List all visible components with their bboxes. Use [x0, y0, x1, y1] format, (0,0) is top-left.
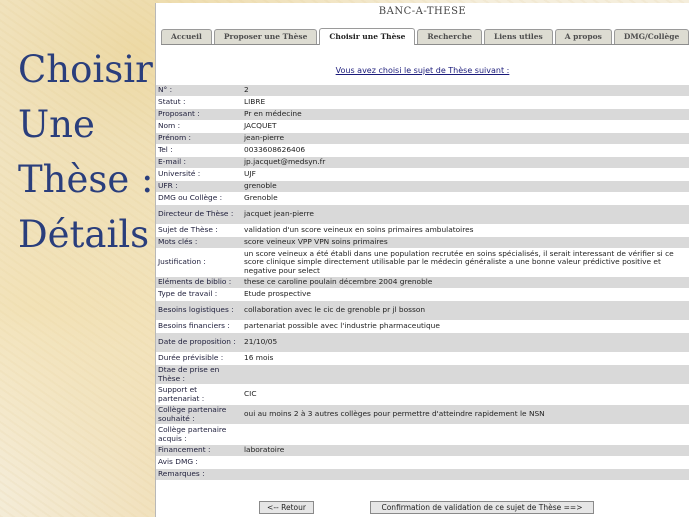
field-value: JACQUET — [242, 121, 689, 132]
field-value: UJF — [242, 169, 689, 180]
field-label: N° : — [156, 85, 242, 96]
table-row — [156, 457, 689, 468]
field-value: 0033608626406 — [242, 145, 689, 156]
app-banner: BANC-A-THESE — [378, 6, 467, 17]
back-button[interactable]: <-- Retour — [259, 501, 314, 514]
field-label: DMG ou Collège : — [156, 193, 242, 204]
field-label: Université : — [156, 169, 242, 180]
table-row — [156, 133, 689, 144]
field-value: Grenoble — [242, 193, 689, 204]
table-row — [156, 277, 689, 288]
table-row — [156, 193, 689, 204]
field-value: jacquet jean-pierre — [242, 205, 689, 224]
field-value: these ce caroline poulain décembre 2004 grenoble — [242, 277, 689, 288]
field-value: validation d'un score veineux en soins primaires ambulatoires — [242, 225, 689, 236]
tab-proposer-une-these[interactable]: Proposer une Thèse — [214, 29, 318, 44]
slide-title-line: Une — [18, 103, 95, 146]
table-row — [156, 97, 689, 108]
tab-recherche[interactable]: Recherche — [417, 29, 482, 44]
table-row — [156, 425, 689, 444]
field-value: 2 — [242, 85, 689, 96]
field-label: Support et partenariat : — [156, 385, 242, 404]
field-label: Collège partenaire acquis : — [156, 425, 242, 444]
tab-choisir-une-these[interactable]: Choisir une Thèse — [319, 28, 415, 45]
field-label: E-mail : — [156, 157, 242, 168]
field-label: Remarques : — [156, 469, 242, 480]
field-label: Sujet de Thèse : — [156, 225, 242, 236]
field-label: Directeur de Thèse : — [156, 205, 242, 224]
field-label: Proposant : — [156, 109, 242, 120]
table-row — [156, 237, 689, 248]
field-label: UFR : — [156, 181, 242, 192]
table-row — [156, 333, 689, 352]
field-label: Statut : — [156, 97, 242, 108]
thesis-details-table — [156, 84, 689, 481]
field-label: Eléments de biblio : — [156, 277, 242, 288]
table-row — [156, 157, 689, 168]
field-value — [242, 365, 689, 384]
field-value — [242, 457, 689, 468]
field-label: Dtae de prise en Thèse : — [156, 365, 242, 384]
intro-link[interactable]: Vous avez choisi le sujet de Thèse suivant : — [335, 66, 510, 75]
browser-page — [155, 3, 689, 517]
field-value: grenoble — [242, 181, 689, 192]
table-row — [156, 121, 689, 132]
table-row — [156, 289, 689, 300]
table-row — [156, 405, 689, 424]
table-row — [156, 353, 689, 364]
field-value: jean-pierre — [242, 133, 689, 144]
slide-title-line: Thèse : — [18, 158, 154, 201]
table-row — [156, 469, 689, 480]
action-buttons — [156, 501, 689, 515]
field-label: Prénom : — [156, 133, 242, 144]
field-value — [242, 469, 689, 480]
tab-accueil[interactable]: Accueil — [161, 29, 212, 44]
field-label: Tel : — [156, 145, 242, 156]
field-label: Besoins logistiques : — [156, 301, 242, 320]
table-row — [156, 301, 689, 320]
table-row — [156, 205, 689, 224]
table-row — [156, 181, 689, 192]
field-label: Financement : — [156, 445, 242, 456]
table-row — [156, 321, 689, 332]
field-label: Mots clés : — [156, 237, 242, 248]
table-row — [156, 445, 689, 456]
table-row — [156, 169, 689, 180]
field-label: Avis DMG : — [156, 457, 242, 468]
field-value: 21/10/05 — [242, 333, 689, 352]
table-row — [156, 145, 689, 156]
field-label: Date de proposition : — [156, 333, 242, 352]
table-row — [156, 365, 689, 384]
table-row — [156, 249, 689, 276]
slide-title-line: Choisir — [18, 48, 153, 91]
field-label: Besoins financiers : — [156, 321, 242, 332]
field-value: laboratoire — [242, 445, 689, 456]
slide-title — [18, 42, 158, 262]
table-row — [156, 109, 689, 120]
field-value — [242, 425, 689, 444]
field-label: Collège partenaire souhaité : — [156, 405, 242, 424]
confirm-button[interactable]: Confirmation de validation de ce sujet de Thèse ==> — [370, 501, 594, 514]
field-value: LIBRE — [242, 97, 689, 108]
field-value: score veineux VPP VPN soins primaires — [242, 237, 689, 248]
field-label: Justification : — [156, 249, 242, 276]
field-value: collaboration avec le cic de grenoble pr jl bosson — [242, 301, 689, 320]
field-value: un score veineux a été établi dans une population recrutée en soins spécialisés, il serait interessant de vérifier si ce score clinique simple directement utilisable par le médecin généraliste a une bonne valeur prédictive positive et negative pour select — [242, 249, 689, 276]
tab-liens-utiles[interactable]: Liens utiles — [484, 29, 553, 44]
field-value: Etude prospective — [242, 289, 689, 300]
table-row — [156, 385, 689, 404]
field-value: 16 mois — [242, 353, 689, 364]
field-label: Nom : — [156, 121, 242, 132]
tab-a-propos[interactable]: A propos — [555, 29, 612, 44]
field-value: CIC — [242, 385, 689, 404]
field-value: partenariat possible avec l'industrie pharmaceutique — [242, 321, 689, 332]
field-value: jp.jacquet@medsyn.fr — [242, 157, 689, 168]
slide-title-line: Détails — [18, 213, 150, 256]
table-row — [156, 85, 689, 96]
table-row — [156, 225, 689, 236]
field-value: oui au moins 2 à 3 autres collèges pour permettre d'atteindre rapidement le NSN — [242, 405, 689, 424]
tab-dmg-college[interactable]: DMG/Collège — [614, 29, 689, 44]
field-label: Type de travail : — [156, 289, 242, 300]
tab-bar — [161, 27, 689, 45]
field-label: Durée prévisible : — [156, 353, 242, 364]
field-value: Pr en médecine — [242, 109, 689, 120]
